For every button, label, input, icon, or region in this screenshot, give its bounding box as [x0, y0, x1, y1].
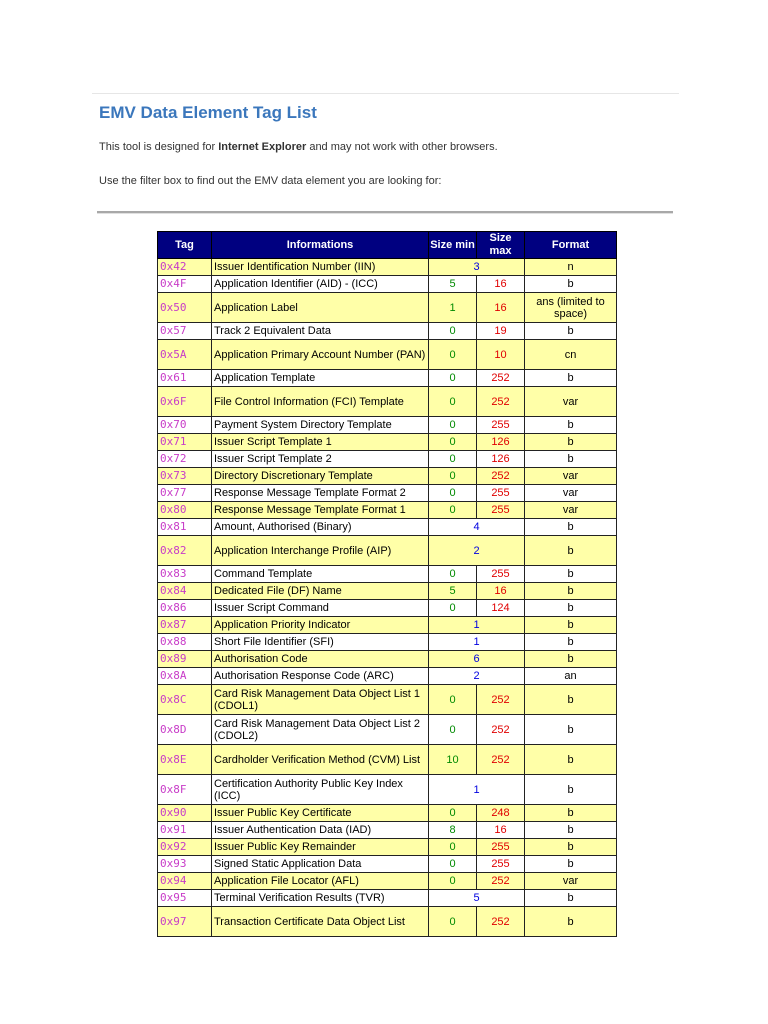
table-row	[158, 502, 617, 519]
format-cell: b	[525, 805, 617, 822]
size-max-cell: 252	[477, 468, 525, 485]
size-min-cell: 0	[429, 417, 477, 434]
info-cell: Response Message Template Format 2	[212, 485, 429, 502]
tag-cell: 0x88	[158, 634, 212, 651]
size-fixed-cell: 2	[429, 668, 525, 685]
format-cell: b	[525, 745, 617, 775]
format-cell: b	[525, 519, 617, 536]
header-size-min: Size min	[429, 232, 477, 259]
size-min-cell: 0	[429, 387, 477, 417]
format-cell: b	[525, 617, 617, 634]
tag-cell: 0x4F	[158, 276, 212, 293]
info-cell: Response Message Template Format 1	[212, 502, 429, 519]
table-row	[158, 259, 617, 276]
info-cell: Card Risk Management Data Object List 2 (CDOL2)	[212, 715, 429, 745]
header-informations: Informations	[212, 232, 429, 259]
info-cell: File Control Information (FCI) Template	[212, 387, 429, 417]
size-max-cell: 252	[477, 907, 525, 937]
size-min-cell: 1	[429, 293, 477, 323]
tag-cell: 0x72	[158, 451, 212, 468]
size-fixed-cell: 1	[429, 634, 525, 651]
table-row	[158, 822, 617, 839]
size-max-cell: 252	[477, 745, 525, 775]
filter-separator	[97, 211, 673, 214]
size-max-cell: 248	[477, 805, 525, 822]
format-cell: var	[525, 468, 617, 485]
format-cell: var	[525, 387, 617, 417]
size-min-cell: 0	[429, 502, 477, 519]
tag-cell: 0x8E	[158, 745, 212, 775]
size-max-cell: 16	[477, 583, 525, 600]
format-cell: b	[525, 822, 617, 839]
format-cell: b	[525, 451, 617, 468]
table-header-row	[158, 232, 617, 259]
tag-cell: 0x97	[158, 907, 212, 937]
info-cell: Authorisation Code	[212, 651, 429, 668]
format-cell: b	[525, 775, 617, 805]
table-row	[158, 293, 617, 323]
format-cell: b	[525, 839, 617, 856]
tag-cell: 0x82	[158, 536, 212, 566]
info-cell: Command Template	[212, 566, 429, 583]
info-cell: Application Primary Account Number (PAN)	[212, 340, 429, 370]
tag-cell: 0x57	[158, 323, 212, 340]
table-row	[158, 434, 617, 451]
tag-cell: 0x90	[158, 805, 212, 822]
format-cell: b	[525, 856, 617, 873]
filter-instructions: Use the filter box to find out the EMV data element you are looking for:	[99, 175, 442, 187]
info-cell: Issuer Identification Number (IIN)	[212, 259, 429, 276]
info-cell: Authorisation Response Code (ARC)	[212, 668, 429, 685]
tag-cell: 0x70	[158, 417, 212, 434]
tag-cell: 0x81	[158, 519, 212, 536]
size-max-cell: 255	[477, 417, 525, 434]
size-min-cell: 0	[429, 566, 477, 583]
info-cell: Signed Static Application Data	[212, 856, 429, 873]
browser-note-prefix: This tool is designed for	[99, 141, 219, 153]
table-row	[158, 715, 617, 745]
tag-cell: 0x84	[158, 583, 212, 600]
format-cell: b	[525, 715, 617, 745]
size-min-cell: 0	[429, 805, 477, 822]
format-cell: b	[525, 583, 617, 600]
format-cell: b	[525, 566, 617, 583]
size-min-cell: 0	[429, 323, 477, 340]
format-cell: b	[525, 370, 617, 387]
browser-note-bold: Internet Explorer	[218, 141, 307, 153]
format-cell: var	[525, 502, 617, 519]
size-min-cell: 0	[429, 839, 477, 856]
info-cell: Issuer Authentication Data (IAD)	[212, 822, 429, 839]
tag-cell: 0x73	[158, 468, 212, 485]
table-row	[158, 651, 617, 668]
table-row	[158, 323, 617, 340]
size-max-cell: 252	[477, 370, 525, 387]
size-max-cell: 255	[477, 485, 525, 502]
browser-note	[99, 141, 498, 153]
tag-cell: 0x95	[158, 890, 212, 907]
tag-cell: 0x42	[158, 259, 212, 276]
format-cell: ans (limited to space)	[525, 293, 617, 323]
table-row	[158, 634, 617, 651]
info-cell: Track 2 Equivalent Data	[212, 323, 429, 340]
size-max-cell: 255	[477, 566, 525, 583]
tag-cell: 0x61	[158, 370, 212, 387]
tag-cell: 0x91	[158, 822, 212, 839]
size-max-cell: 126	[477, 451, 525, 468]
table-row	[158, 370, 617, 387]
size-fixed-cell: 1	[429, 775, 525, 805]
info-cell: Terminal Verification Results (TVR)	[212, 890, 429, 907]
tag-cell: 0x71	[158, 434, 212, 451]
format-cell: b	[525, 890, 617, 907]
header-format: Format	[525, 232, 617, 259]
size-min-cell: 10	[429, 745, 477, 775]
table-row	[158, 775, 617, 805]
size-max-cell: 255	[477, 839, 525, 856]
info-cell: Cardholder Verification Method (CVM) List	[212, 745, 429, 775]
size-fixed-cell: 4	[429, 519, 525, 536]
size-min-cell: 5	[429, 583, 477, 600]
info-cell: Payment System Directory Template	[212, 417, 429, 434]
tag-cell: 0x93	[158, 856, 212, 873]
format-cell: var	[525, 485, 617, 502]
info-cell: Amount, Authorised (Binary)	[212, 519, 429, 536]
tag-cell: 0x89	[158, 651, 212, 668]
tag-cell: 0x87	[158, 617, 212, 634]
info-cell: Certification Authority Public Key Index (ICC)	[212, 775, 429, 805]
info-cell: Issuer Public Key Certificate	[212, 805, 429, 822]
format-cell: b	[525, 323, 617, 340]
table-row	[158, 536, 617, 566]
info-cell: Issuer Script Template 2	[212, 451, 429, 468]
size-min-cell: 0	[429, 370, 477, 387]
info-cell: Application Priority Indicator	[212, 617, 429, 634]
size-max-cell: 252	[477, 685, 525, 715]
size-min-cell: 0	[429, 873, 477, 890]
tag-table	[157, 231, 617, 937]
table-row	[158, 873, 617, 890]
table-row	[158, 519, 617, 536]
format-cell: cn	[525, 340, 617, 370]
size-fixed-cell: 2	[429, 536, 525, 566]
format-cell: b	[525, 907, 617, 937]
table-row	[158, 668, 617, 685]
header-size-max: Size max	[477, 232, 525, 259]
tag-cell: 0x80	[158, 502, 212, 519]
top-divider	[92, 93, 679, 94]
size-fixed-cell: 5	[429, 890, 525, 907]
size-min-cell: 0	[429, 451, 477, 468]
format-cell: b	[525, 651, 617, 668]
info-cell: Short File Identifier (SFI)	[212, 634, 429, 651]
table-row	[158, 340, 617, 370]
table-row	[158, 600, 617, 617]
info-cell: Application Template	[212, 370, 429, 387]
size-max-cell: 16	[477, 822, 525, 839]
format-cell: var	[525, 873, 617, 890]
format-cell: b	[525, 434, 617, 451]
tag-cell: 0x6F	[158, 387, 212, 417]
info-cell: Dedicated File (DF) Name	[212, 583, 429, 600]
tag-cell: 0x83	[158, 566, 212, 583]
format-cell: b	[525, 600, 617, 617]
info-cell: Directory Discretionary Template	[212, 468, 429, 485]
table-row	[158, 907, 617, 937]
size-max-cell: 16	[477, 276, 525, 293]
format-cell: b	[525, 536, 617, 566]
format-cell: b	[525, 276, 617, 293]
size-min-cell: 0	[429, 468, 477, 485]
size-max-cell: 10	[477, 340, 525, 370]
size-min-cell: 0	[429, 715, 477, 745]
size-max-cell: 252	[477, 873, 525, 890]
table-row	[158, 583, 617, 600]
size-fixed-cell: 1	[429, 617, 525, 634]
size-max-cell: 16	[477, 293, 525, 323]
size-max-cell: 252	[477, 715, 525, 745]
info-cell: Issuer Script Template 1	[212, 434, 429, 451]
table-row	[158, 839, 617, 856]
page-title: EMV Data Element Tag List	[99, 103, 317, 122]
size-fixed-cell: 6	[429, 651, 525, 668]
size-min-cell: 5	[429, 276, 477, 293]
tag-cell: 0x86	[158, 600, 212, 617]
table-body	[158, 259, 617, 937]
tag-cell: 0x8F	[158, 775, 212, 805]
table-row	[158, 617, 617, 634]
format-cell: b	[525, 634, 617, 651]
size-min-cell: 0	[429, 434, 477, 451]
size-max-cell: 19	[477, 323, 525, 340]
size-min-cell: 0	[429, 600, 477, 617]
format-cell: b	[525, 417, 617, 434]
table-row	[158, 745, 617, 775]
table-row	[158, 276, 617, 293]
size-min-cell: 0	[429, 340, 477, 370]
size-min-cell: 8	[429, 822, 477, 839]
tag-cell: 0x92	[158, 839, 212, 856]
table-row	[158, 451, 617, 468]
table-row	[158, 387, 617, 417]
size-min-cell: 0	[429, 485, 477, 502]
size-fixed-cell: 3	[429, 259, 525, 276]
table-row	[158, 417, 617, 434]
format-cell: n	[525, 259, 617, 276]
info-cell: Application File Locator (AFL)	[212, 873, 429, 890]
info-cell: Application Interchange Profile (AIP)	[212, 536, 429, 566]
info-cell: Application Identifier (AID) - (ICC)	[212, 276, 429, 293]
table-row	[158, 485, 617, 502]
info-cell: Card Risk Management Data Object List 1 (CDOL1)	[212, 685, 429, 715]
browser-note-suffix: and may not work with other browsers.	[306, 141, 498, 153]
format-cell: an	[525, 668, 617, 685]
size-min-cell: 0	[429, 907, 477, 937]
table-row	[158, 890, 617, 907]
table-row	[158, 468, 617, 485]
size-max-cell: 124	[477, 600, 525, 617]
table-row	[158, 805, 617, 822]
info-cell: Issuer Script Command	[212, 600, 429, 617]
table-row	[158, 566, 617, 583]
tag-cell: 0x94	[158, 873, 212, 890]
tag-cell: 0x5A	[158, 340, 212, 370]
size-min-cell: 0	[429, 685, 477, 715]
info-cell: Transaction Certificate Data Object List	[212, 907, 429, 937]
size-max-cell: 252	[477, 387, 525, 417]
tag-cell: 0x8D	[158, 715, 212, 745]
info-cell: Issuer Public Key Remainder	[212, 839, 429, 856]
tag-cell: 0x50	[158, 293, 212, 323]
tag-cell: 0x77	[158, 485, 212, 502]
info-cell: Application Label	[212, 293, 429, 323]
size-min-cell: 0	[429, 856, 477, 873]
header-tag: Tag	[158, 232, 212, 259]
table-row	[158, 856, 617, 873]
size-max-cell: 126	[477, 434, 525, 451]
table-row	[158, 685, 617, 715]
size-max-cell: 255	[477, 502, 525, 519]
tag-cell: 0x8C	[158, 685, 212, 715]
format-cell: b	[525, 685, 617, 715]
tag-cell: 0x8A	[158, 668, 212, 685]
size-max-cell: 255	[477, 856, 525, 873]
